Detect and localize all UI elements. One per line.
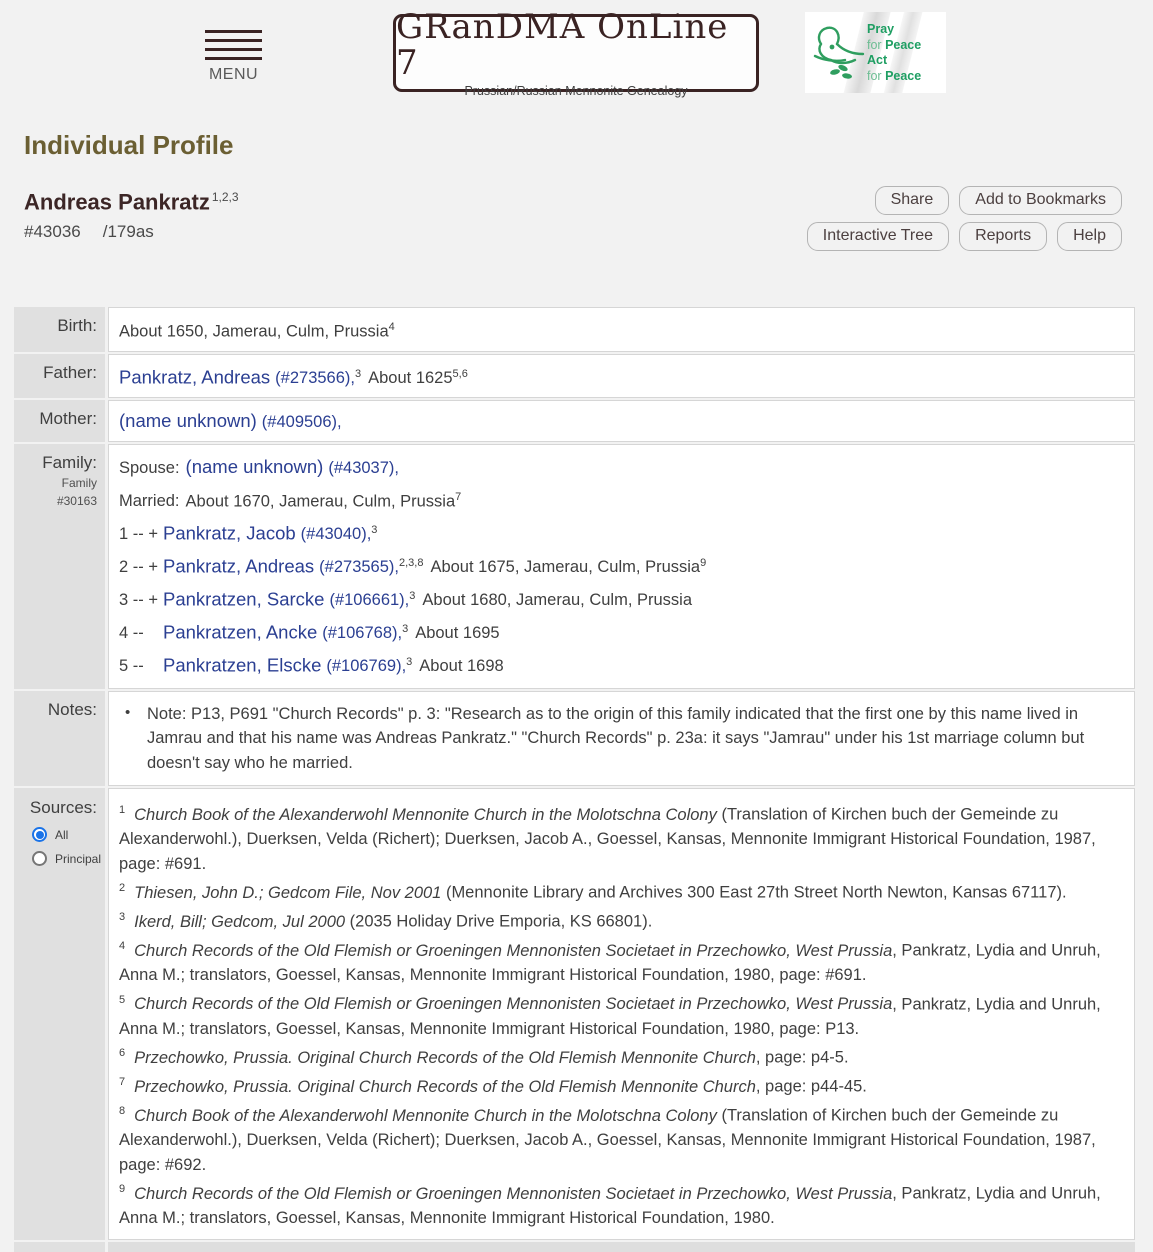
- source-entry: [119, 934, 1124, 988]
- child-birth: About 1698: [419, 657, 504, 675]
- child-prefix: 2 -- +: [119, 558, 158, 576]
- source-entry: [119, 1041, 1124, 1070]
- notes-value: [108, 691, 1135, 787]
- mother-link[interactable]: (name unknown): [119, 410, 257, 431]
- birth-label: Birth:: [14, 307, 105, 352]
- child-prefix: 5 --: [119, 657, 144, 675]
- source-details: , page: p4-5.: [755, 1048, 849, 1067]
- sources-list: [108, 788, 1135, 1240]
- child-line: [119, 516, 1124, 549]
- child-prefix: 3 -- +: [119, 591, 158, 609]
- source-title: Church Book of the Alexanderwohl Mennonite Church in the Molotschna Colony: [134, 1106, 717, 1125]
- mother-label: Mother:: [14, 400, 105, 442]
- family-sub-label: Family: [61, 476, 97, 490]
- father-refs2: 5,6: [452, 367, 468, 380]
- family-number: #30163: [56, 494, 97, 508]
- radio-all-icon[interactable]: [32, 827, 47, 842]
- child-refs: 2,3,8: [398, 556, 424, 569]
- sources-label: Sources: All Principal: [14, 788, 105, 1240]
- child-line: [119, 549, 1124, 582]
- sources-filter-all[interactable]: [32, 827, 97, 842]
- married-refs: 7: [455, 490, 462, 503]
- person-ids: [24, 222, 239, 242]
- family-label: Family: Family #30163: [14, 444, 105, 689]
- menu-label: MENU: [208, 66, 259, 83]
- child-refs2: 9: [700, 556, 707, 569]
- mother-value: [108, 400, 1135, 442]
- child-line: [119, 615, 1124, 648]
- page-title: Individual Profile: [24, 130, 234, 160]
- source-number: 5: [119, 993, 126, 1006]
- person-id: #43036: [24, 222, 81, 242]
- help-button[interactable]: Help: [1057, 222, 1122, 251]
- child-id: (#106768),: [322, 624, 403, 642]
- father-link[interactable]: Pankratz, Andreas: [119, 366, 271, 387]
- child-refs: 3: [406, 655, 413, 668]
- source-title: Przechowko, Prussia. Original Church Records of the Old Flemish Mennonite Church: [134, 1048, 756, 1067]
- hamburger-icon: [205, 30, 262, 60]
- source-entry: [119, 1070, 1124, 1099]
- source-number: 8: [119, 1105, 126, 1117]
- married-line: Married: About 1670, Jamerau, Culm, Prussia$^7$: [119, 490, 462, 510]
- reports-button[interactable]: Reports: [959, 222, 1047, 251]
- radio-all-label: All: [55, 827, 69, 842]
- child-birth: About 1675, Jamerau, Culm, Prussia: [430, 558, 701, 576]
- spouse-link[interactable]: (name unknown): [185, 456, 324, 477]
- source-details: , Pankratz, Lydia and Unruh, Anna M.; translators, Goessel, Kansas, Mennonite Immigrant Historical Foundation, 1980, page: P13.: [119, 995, 1101, 1038]
- add-to-bookmarks-button[interactable]: Add to Bookmarks: [959, 186, 1122, 215]
- child-refs: 3: [409, 589, 416, 602]
- child-id: (#106661),: [329, 591, 410, 609]
- peace-slogan: Pray for Peace Act for Peace: [867, 22, 922, 83]
- peace-logo: [805, 12, 946, 93]
- father-row: [14, 354, 1135, 399]
- next-row-cutoff: [14, 1242, 1135, 1252]
- spouse-id: (#43037),: [328, 459, 399, 477]
- father-id: (#273566),: [275, 369, 355, 387]
- source-entry: [119, 905, 1124, 934]
- father-value: [108, 354, 1135, 399]
- sources-row: [14, 788, 1135, 1240]
- child-link[interactable]: Pankratz, Jacob: [163, 522, 296, 543]
- birth-value: About 1650, Jamerau, Culm, Prussia$^4$: [108, 307, 1135, 352]
- notes-row: [14, 691, 1135, 787]
- source-entry: [119, 1177, 1124, 1231]
- child-link[interactable]: Pankratz, Andreas: [163, 555, 315, 576]
- source-details: (Mennonite Library and Archives 300 East 27th Street North Newton, Kansas 67117).: [441, 883, 1067, 902]
- dove-icon: [807, 20, 869, 84]
- father-birth: About 1625: [368, 369, 453, 387]
- source-title: Thiesen, John D.; Gedcom File, Nov 2001: [134, 883, 442, 902]
- source-entry: [119, 1099, 1124, 1177]
- site-subtitle: Prussian/Russian Mennonite Genealogy: [464, 83, 688, 98]
- child-link[interactable]: Pankratzen, Ancke: [163, 621, 318, 642]
- source-number: 7: [119, 1076, 126, 1088]
- spouse-line: Spouse: (name unknown) (#43037),: [119, 456, 399, 477]
- person-name: Andreas Pankratz $^{1,2,3}$: [24, 189, 239, 215]
- source-number: 9: [119, 1183, 126, 1195]
- child-prefix: 1 -- +: [119, 525, 158, 543]
- source-title: Church Records of the Old Flemish or Groeningen Mennonisten Societaet in Przechowko, West Prussia: [134, 941, 893, 960]
- radio-principal-icon[interactable]: [32, 851, 47, 866]
- father-label: Father:: [14, 354, 105, 399]
- site-logo: [393, 6, 759, 98]
- child-refs: 3: [402, 622, 409, 635]
- source-details: , page: p44-45.: [755, 1077, 867, 1096]
- source-details: (Translation of Kirchen buch der Gemeinde zu Alexanderwohl.), Duerksen, Velda (Richert); Duerksen, Jacob A., Goessel, Kansas, Mennonite Immigrant Historical Foundation, 1987, page: #692.: [119, 1106, 1096, 1174]
- birth-refs: 4: [388, 321, 395, 333]
- source-entry: [119, 798, 1124, 876]
- source-details: , Pankratz, Lydia and Unruh, Anna M.; translators, Goessel, Kansas, Mennonite Immigrant Historical Foundation, 1980, page: #691.: [119, 941, 1101, 984]
- child-birth: About 1695: [415, 624, 500, 642]
- source-title: Church Records of the Old Flemish or Groeningen Mennonisten Societaet in Przechowko, West Prussia: [134, 1184, 893, 1203]
- source-details: (Translation of Kirchen buch der Gemeinde zu Alexanderwohl.), Duerksen, Velda (Richert); Duerksen, Jacob A., Goessel, Kansas, Mennonite Immigrant Historical Foundation, 1987, page: #691.: [119, 805, 1096, 873]
- source-number: 4: [119, 940, 126, 952]
- source-title: Ikerd, Bill; Gedcom, Jul 2000: [134, 912, 346, 931]
- mother-id: (#409506),: [261, 413, 342, 431]
- record-table: [14, 307, 1135, 1252]
- child-link[interactable]: Pankratzen, Elscke: [163, 654, 322, 675]
- source-number: 1: [119, 804, 126, 816]
- father-refs: 3: [354, 367, 362, 380]
- person-code: /179as: [102, 222, 154, 242]
- source-entry: [119, 988, 1124, 1042]
- source-number: 6: [119, 1047, 126, 1059]
- child-line: [119, 582, 1124, 615]
- child-id: (#106769),: [326, 657, 407, 675]
- mother-row: [14, 400, 1135, 442]
- radio-principal-label: Principal: [55, 851, 102, 866]
- child-line: [119, 648, 1124, 681]
- source-entry: [119, 876, 1124, 905]
- action-buttons: [807, 186, 1122, 251]
- bullet-icon: •: [125, 703, 131, 721]
- notes-label: Notes:: [14, 691, 105, 787]
- birth-row: [14, 307, 1135, 352]
- page-header: [0, 0, 1153, 104]
- children-list: [119, 516, 1124, 681]
- source-number: 2: [119, 882, 126, 894]
- family-value: [108, 444, 1135, 689]
- source-title: Przechowko, Prussia. Original Church Records of the Old Flemish Mennonite Church: [134, 1077, 756, 1096]
- menu-button[interactable]: [205, 30, 262, 84]
- child-birth: About 1680, Jamerau, Culm, Prussia: [422, 591, 693, 609]
- source-title: Church Records of the Old Flemish or Groeningen Mennonisten Societaet in Przechowko, West Prussia: [134, 995, 893, 1013]
- family-row: [14, 444, 1135, 689]
- child-refs: 3: [371, 523, 378, 536]
- child-id: (#273565),: [319, 558, 399, 576]
- site-title: GRanDMA OnLine 7: [396, 6, 729, 83]
- child-id: (#43040),: [300, 525, 372, 543]
- person-name-refs: 1,2,3: [211, 190, 239, 204]
- source-details: , Pankratz, Lydia and Unruh, Anna M.; translators, Goessel, Kansas, Mennonite Immigrant Historical Foundation, 1980.: [119, 1184, 1101, 1227]
- child-link[interactable]: Pankratzen, Sarcke: [163, 588, 325, 609]
- note-text: Note: P13, P691 "Church Records" p. 3: "Research as to the origin of this family indicated that the first one by this name lived in Jamrau and that his name was Andreas Pankratz." "Church Records" p. 23a: it says "Jamrau" under his 1st marriage column but doesn't say who he married.: [147, 704, 1085, 772]
- person-identity: [24, 184, 239, 251]
- share-button[interactable]: Share: [875, 186, 950, 215]
- profile-header: [24, 184, 1122, 251]
- source-number: 3: [119, 911, 126, 923]
- source-details: (2035 Holiday Drive Emporia, KS 66801).: [345, 912, 653, 931]
- interactive-tree-button[interactable]: Interactive Tree: [807, 222, 949, 251]
- sources-filter-principal[interactable]: [32, 851, 102, 866]
- source-title: Church Book of the Alexanderwohl Mennonite Church in the Molotschna Colony: [134, 805, 717, 824]
- note-item: [119, 702, 1122, 776]
- child-prefix: 4 --: [119, 624, 144, 642]
